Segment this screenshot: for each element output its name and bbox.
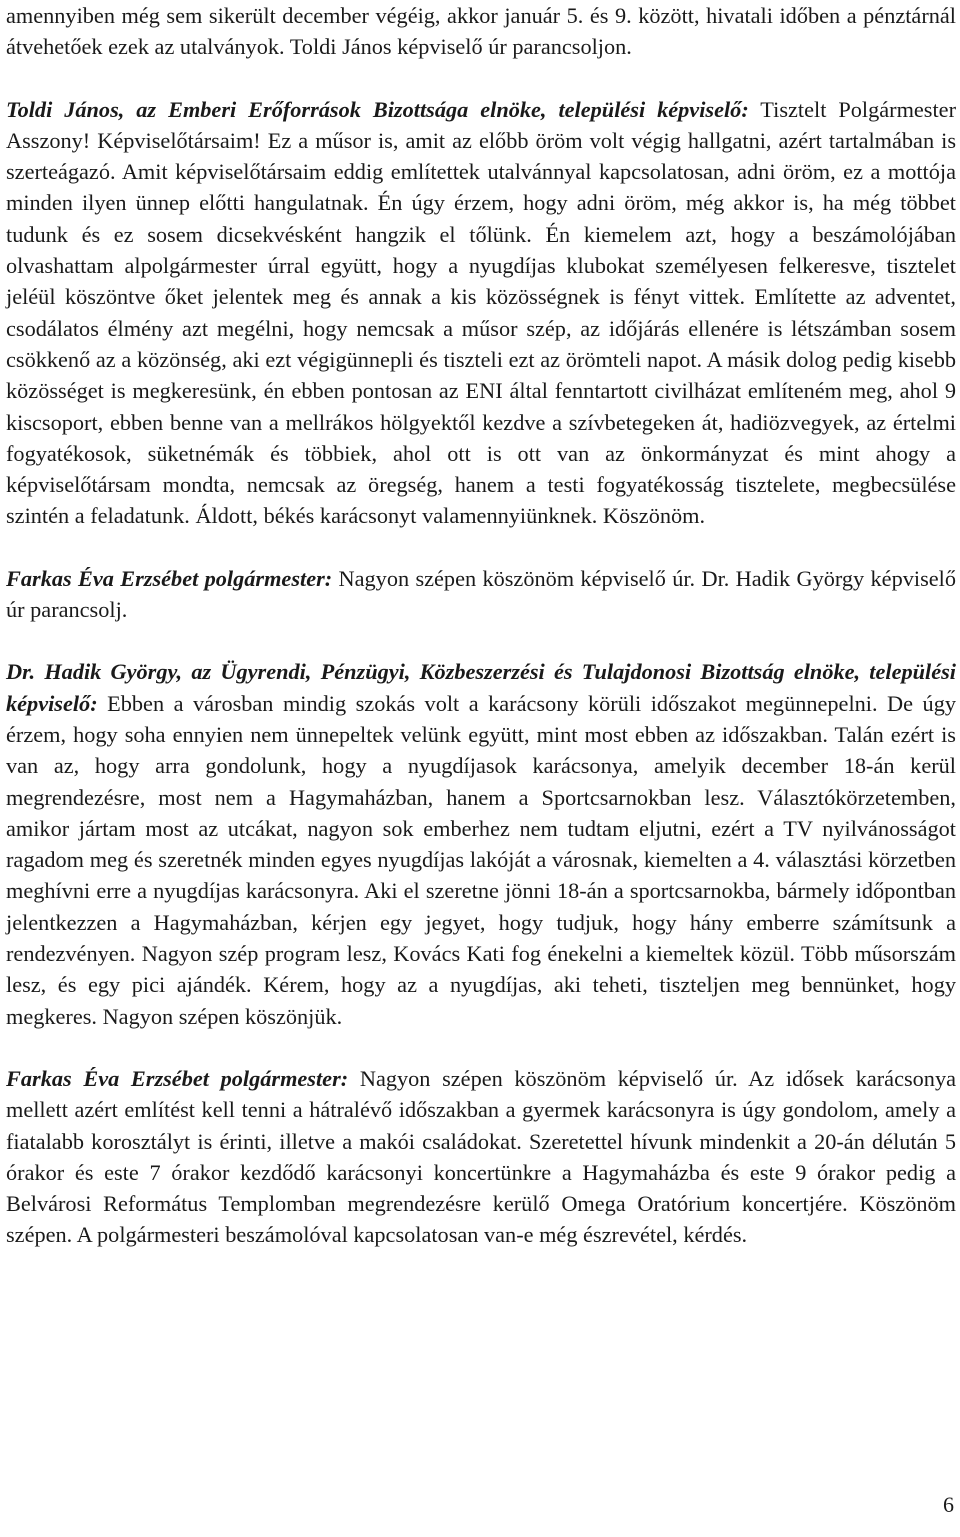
speaker-name: Farkas Éva Erzsébet polgármester: — [6, 1065, 349, 1091]
paragraph-text: Nagyon szépen köszönöm képviselő úr. Dr. Hadik György képviselő úr parancsolj. — [6, 565, 956, 623]
paragraph-text: amennyiben még sem sikerült december végéig, akkor január 5. és 9. között, hivatali időben a pénztárnál átvehetőek ezek az utalványok. Toldi János képviselő úr parancsoljon. — [6, 3, 956, 60]
paragraph-hadik — [6, 656, 956, 1032]
paragraph-text: Nagyon szépen köszönöm képviselő úr. Az idősek karácsonya mellett azért említést kell tenni a hátralévő időszakban a gyermek karácsonyra is úgy gondolom, amely a fiatalabb korosztályt is érinti, illetve a makói családokat. Szeretettel hívunk mindenkit a 20-án délután 5 órakor és este 7 órakor kezdődő karácsonyi koncertünkre a Hagymaházba és este 9 órakor pedig a Belvárosi Református Templomban megrendezésre kerülő Omega Oratórium koncertjére. Köszönöm szépen. A polgármesteri beszámolóval kapcsolatosan van-e még észrevétel, kérdés. — [6, 1065, 956, 1248]
paragraph-text: Tisztelt Polgármester Asszony! Képviselőtársaim! Ez a műsor is, amit az előbb öröm volt végig hallgatni, azért tartalmában is szerteágazó. Amit képviselőtársaim eddig említettek utalvánnyal kapcsolatosan, adni öröm, ez a mottója minden ilyen ünnep előtti hangulatnak. Én úgy érzem, hogy adni öröm, még akkor is, ha még többet tudunk és ez sosem dicsekvésként hangzik el tőlünk. Én kiemelem azt, hogy a beszámolójában olvashattam alpolgármester úrral együtt, hogy a nyugdíjas klubokat személyesen felkeresve, tisztelet jeléül köszöntve őket jelentek meg és annak a kis közösségnek is fényt vittek. Említette az adventet, csodálatos élmény azt megélni, hogy nemcsak a műsor szép, az időjárás ellenére is létszámban sosem csökkenő az a közönség, aki ezt végigünnepli és tiszteli ezt az örömteli napot. A másik dolog pedig kisebb közösséget is megkeresünk, én ebben pontosan az ENI által fenntartott civilházat említeném meg, ahol 9 kiscsoport, ebben benne van a mellrákos hölgyektől kezdve a szívbetegeken át, hadiözvegyek, az értelmi fogyatékosok, süketnémák és többiek, ahol ott is ott van az önkormányzat és mint ahogy a képviselőtársam mondta, nemcsak az öregség, hanem a testi fogyatékosság tisztelete, megbecsülése szintén a feladatunk. Áldott, békés karácsonyt valamennyiünknek. Köszönöm. — [6, 96, 957, 529]
paragraph-toldi — [6, 94, 956, 532]
paragraph-intro — [6, 0, 956, 63]
speaker-name: Toldi János, az Emberi Erőforrások Bizottsága elnöke, települési képviselő: — [6, 96, 749, 122]
speaker-name: Farkas Éva Erzsébet polgármester: — [6, 565, 333, 591]
paragraph-text: Ebben a városban mindig szokás volt a karácsony körüli időszakot megünnepelni. De úgy érzem, hogy soha ennyien nem ünnepeltek velünk együtt, mint most ebben az időszakban. Talán ezért is van az, hogy arra gondolunk, hogy a nyugdíjasok karácsonya, amelyik december 18-án kerül megrendezésre, most nem a Hagymaházban, hanem a Sportcsarnokban lesz. Választókörzetemben, amikor jártam most az utcákat, nagyon sok emberhez nem tudtam eljutni, ezért a TV nyilvánosságot ragadom meg és szeretnék minden egyes nyugdíjas lakóját a városnak, kiemelten a 4. választási körzetben meghívni erre a nyugdíjas karácsonyra. Aki el szeretne jönni 18-án a sportcsarnokba, bármely időpontban jelentkezzen a Hagymaházban, kérjen egy jegyet, hogy tudjuk, hogy hány emberre számítsunk a rendezvényen. Nagyon szép program lesz, Kovács Kati fog énekelni a kiemeltek közül. Több műsorszám lesz, és egy pici ajándék. Kérem, hogy az a nyugdíjas, aki teheti, tiszteljen meg bennünket, hogy megkeres. Nagyon szépen köszönjük. — [6, 690, 956, 1029]
speaker-name: Dr. Hadik György, az Ügyrendi, Pénzügyi, Közbeszerzési és Tulajdonosi Bizottság elnöke, települési képviselő: — [6, 659, 956, 716]
page-number: 6 — [943, 1492, 954, 1517]
document-page — [6, 0, 956, 1251]
paragraph-mayor-1 — [6, 563, 956, 626]
paragraph-mayor-2 — [6, 1063, 956, 1251]
